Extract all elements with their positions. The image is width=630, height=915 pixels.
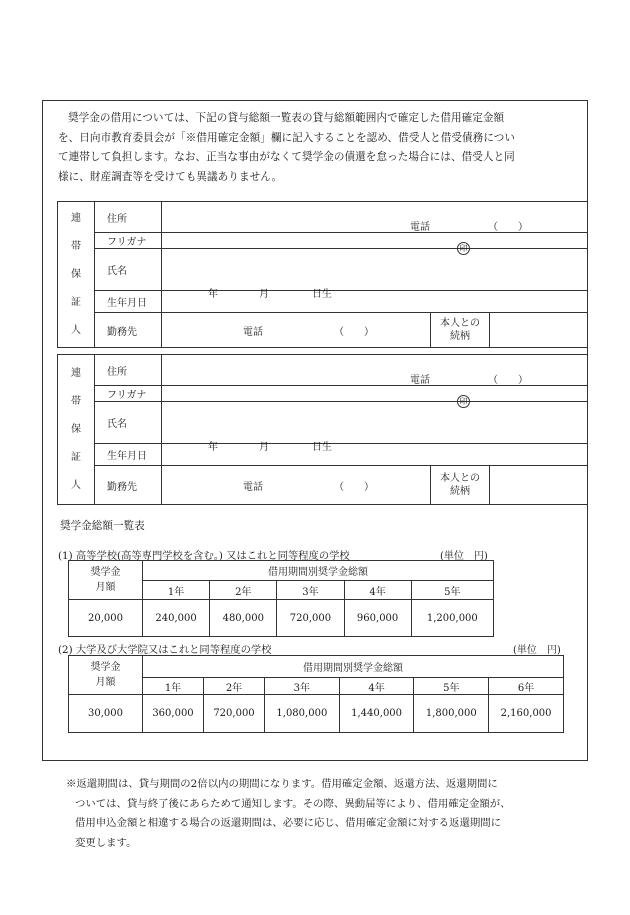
note-line: ついては、貸与終了後にあらためて通知します。その際、異動届等により、借用確定金額が、 [75,797,511,810]
relation-label-2: 続柄 [450,486,470,497]
guarantor-1-table [57,201,588,348]
intro-line: 様に、財産調査等を受けても異議ありません。 [58,170,283,183]
table2-cell: 720,000 [204,695,265,733]
relation-field[interactable] [490,466,588,505]
work-phone-label: 電話 [243,482,263,493]
address-label: 住所 [95,202,162,233]
name-label: 氏名 [95,249,162,291]
relation-label [431,313,490,348]
side-char: 保 [71,423,81,435]
seal-char: 印 [457,242,470,255]
side-char: 証 [71,451,81,463]
table1-year-header: 2年 [210,581,277,600]
relation-label-1: 本人との [440,318,480,329]
relation-label-1: 本人との [440,473,480,484]
name-field[interactable] [162,244,588,291]
table2-cell: 1,800,000 [414,695,489,733]
note-line: ※返還期間は、貸与期間の2倍以内の期間になります。借用確定金額、返還方法、返還期間に [66,778,498,790]
month-label: 月 [259,442,269,453]
table1-cell: 960,000 [344,600,411,637]
table1-year-header: 5年 [411,581,493,600]
side-char: 帯 [71,240,81,252]
intro-line: て連帯して負担します。なお、正当な事由がなくて奨学金の債還を怠った場合には、借受人と同 [58,151,515,163]
guarantor-2-table [57,354,588,505]
side-char: 証 [71,296,81,308]
table2-heading: (2) 大学及び大学院又はこれと同等程度の学校 [58,644,272,656]
month-label: 月 [259,289,269,300]
day-label: 日生 [312,289,332,300]
day-label: 日生 [312,442,332,453]
relation-label [431,466,490,505]
phone-label: 電話 [410,375,430,386]
table2-cell: 1,080,000 [265,695,340,733]
work-field[interactable] [162,313,431,348]
table2-cell: 360,000 [143,695,204,733]
phone-paren: （ ） [488,375,528,386]
seal-icon [457,242,470,255]
table2-monthly-header [69,656,143,695]
repayment-note [66,775,576,853]
intro-line: 奨学金の借用については、下記の貸与総額一覧表の貸与総額範囲内で確定した借用確定金額 [68,112,505,124]
table1-year-header: 4年 [344,581,411,600]
table2-year-header: 3年 [265,678,340,695]
seal-icon [457,395,470,408]
address-label: 住所 [95,355,162,386]
monthly-header-1: 奨学金 [90,662,121,673]
table1 [68,560,494,637]
birth-field[interactable] [162,291,588,313]
note-line: 借用申込金額と相違する場合の返還期間は、必要に応じ、借用確定金額に対する返還期間に [75,817,502,829]
birth-label: 生年月日 [95,291,162,313]
year-label: 年 [208,289,218,300]
relation-field[interactable] [490,313,588,348]
table2-year-header: 5年 [414,678,489,695]
table2-group-header: 借用期間別奨学金総額 [143,656,564,678]
work-phone-label: 電話 [243,327,263,338]
side-char: 連 [71,367,81,379]
furigana-label: フリガナ [95,233,162,249]
table1-cell: 720,000 [277,600,344,637]
table1-cell: 240,000 [143,600,210,637]
phone-label: 電話 [410,222,430,233]
intro-paragraph [58,109,568,187]
furigana-field[interactable] [162,233,588,249]
table2-monthly-value: 30,000 [69,695,143,733]
work-phone-paren: （ ） [334,327,374,338]
table2-cell: 2,160,000 [489,695,564,733]
side-char: 人 [71,324,81,336]
work-label: 勤務先 [95,466,162,505]
furigana-label: フリガナ [95,386,162,402]
table1-group-header: 借用期間別奨学金総額 [143,561,494,581]
guarantor-2-side-label [58,355,95,505]
work-phone-paren: （ ） [334,482,374,493]
table1-year-header: 3年 [277,581,344,600]
table2-year-header: 6年 [489,678,564,695]
furigana-field[interactable] [162,386,588,402]
year-label: 年 [208,442,218,453]
monthly-header-1: 奨学金 [90,567,121,578]
intro-line: を、日向市教育委員会が「※借用確定金額」欄に記入することを認め、借受人と借受債務につい [58,131,516,144]
monthly-header-2: 月額 [95,582,116,593]
relation-label-2: 続柄 [450,331,470,342]
table2-year-header: 4年 [339,678,414,695]
side-char: 連 [71,212,81,224]
work-field[interactable] [162,466,431,505]
name-label: 氏名 [95,402,162,444]
birth-field[interactable] [162,444,588,466]
summary-title: 奨学金総額一覧表 [60,520,145,532]
birth-label: 生年月日 [95,444,162,466]
monthly-header-2: 月額 [95,677,116,688]
table1-unit: (単位 円) [440,551,488,562]
table1-monthly-value: 20,000 [69,600,143,637]
table1-cell: 1,200,000 [411,600,493,637]
table1-monthly-header [69,561,143,600]
seal-char: 印 [457,395,470,408]
table2-year-header: 2年 [204,678,265,695]
table2-unit: (単位 円) [513,645,561,656]
note-line: 変更します。 [75,836,137,849]
side-char: 帯 [71,395,81,407]
table2 [68,655,564,733]
work-label: 勤務先 [95,313,162,348]
name-field[interactable] [162,397,588,444]
address-field[interactable] [162,202,588,233]
guarantor-1-side-label [58,202,95,348]
table1-heading: (1) 高等学校(高等専門学校を含む。) 又はこれと同等程度の学校 [58,550,350,562]
side-char: 人 [71,479,81,491]
address-field[interactable] [162,355,588,386]
table2-year-header: 1年 [143,678,204,695]
table1-year-header: 1年 [143,581,210,600]
table2-cell: 1,440,000 [339,695,414,733]
table1-cell: 480,000 [210,600,277,637]
phone-paren: （ ） [488,222,528,233]
side-char: 保 [71,268,81,280]
